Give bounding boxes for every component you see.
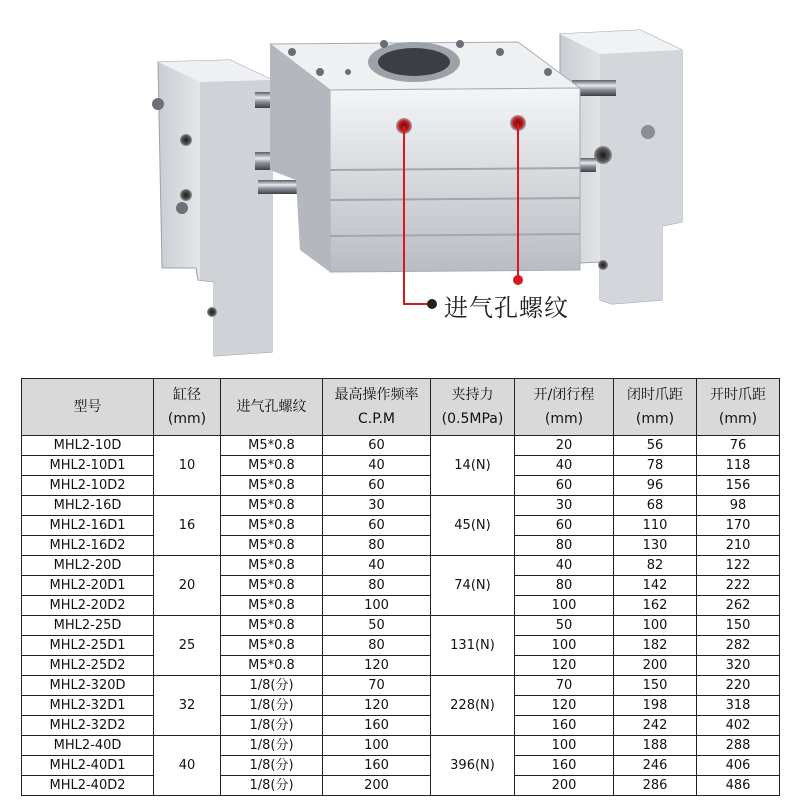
model-cell: MHL2-16D2: [22, 536, 154, 556]
frequency-cell: 40: [323, 456, 431, 476]
stroke-cell: 120: [515, 656, 614, 676]
stroke-cell: 160: [515, 756, 614, 776]
open-distance-cell: 222: [697, 576, 780, 596]
thread-cell: M5*0.8: [221, 516, 323, 536]
stroke-cell: 60: [515, 516, 614, 536]
model-cell: MHL2-40D2: [22, 776, 154, 796]
frequency-cell: 40: [323, 556, 431, 576]
open-distance-cell: 320: [697, 656, 780, 676]
bore-cell: 40: [154, 736, 221, 796]
thread-cell: 1/8(分): [221, 736, 323, 756]
frequency-cell: 160: [323, 756, 431, 776]
table-row: [22, 556, 780, 576]
open-distance-cell: 122: [697, 556, 780, 576]
thread-cell: 1/8(分): [221, 676, 323, 696]
force-cell: 228(N): [431, 676, 515, 736]
frequency-cell: 80: [323, 536, 431, 556]
frequency-cell: 60: [323, 476, 431, 496]
left-jaw: [152, 60, 272, 356]
stroke-cell: 100: [515, 596, 614, 616]
open-distance-cell: 220: [697, 676, 780, 696]
bore-cell: 32: [154, 676, 221, 736]
stroke-cell: 160: [515, 716, 614, 736]
header-stroke: 开/闭行程 (mm): [515, 379, 614, 436]
frequency-cell: 70: [323, 676, 431, 696]
closed-distance-cell: 56: [614, 436, 697, 456]
closed-distance-cell: 200: [614, 656, 697, 676]
frequency-cell: 80: [323, 636, 431, 656]
open-distance-cell: 486: [697, 776, 780, 796]
open-distance-cell: 76: [697, 436, 780, 456]
thread-cell: M5*0.8: [221, 616, 323, 636]
table-row: [22, 436, 780, 456]
header-frequency: 最高操作频率 C.P.M: [323, 379, 431, 436]
air-port-thread-label: 进气孔螺纹: [444, 294, 569, 322]
stroke-cell: 40: [515, 556, 614, 576]
model-cell: MHL2-25D2: [22, 656, 154, 676]
bore-cell: 10: [154, 436, 221, 496]
model-cell: MHL2-20D2: [22, 596, 154, 616]
thread-cell: 1/8(分): [221, 716, 323, 736]
force-cell: 74(N): [431, 556, 515, 616]
stroke-cell: 80: [515, 536, 614, 556]
closed-distance-cell: 162: [614, 596, 697, 616]
thread-cell: M5*0.8: [221, 596, 323, 616]
open-distance-cell: 282: [697, 636, 780, 656]
header-model: 型号: [22, 379, 154, 436]
frequency-cell: 120: [323, 696, 431, 716]
force-cell: 396(N): [431, 736, 515, 796]
open-distance-cell: 118: [697, 456, 780, 476]
thread-cell: M5*0.8: [221, 456, 323, 476]
model-cell: MHL2-10D2: [22, 476, 154, 496]
open-distance-cell: 156: [697, 476, 780, 496]
closed-distance-cell: 150: [614, 676, 697, 696]
stroke-cell: 70: [515, 676, 614, 696]
table-header-row: [22, 379, 780, 436]
open-distance-cell: 318: [697, 696, 780, 716]
model-cell: MHL2-32D1: [22, 696, 154, 716]
table-row: [22, 516, 780, 536]
stroke-cell: 120: [515, 696, 614, 716]
thread-cell: M5*0.8: [221, 556, 323, 576]
model-cell: MHL2-16D: [22, 496, 154, 516]
model-cell: MHL2-10D: [22, 436, 154, 456]
thread-cell: M5*0.8: [221, 636, 323, 656]
frequency-cell: 60: [323, 436, 431, 456]
closed-distance-cell: 130: [614, 536, 697, 556]
stroke-cell: 100: [515, 636, 614, 656]
spec-table: [21, 378, 780, 796]
open-distance-cell: 262: [697, 596, 780, 616]
open-distance-cell: 406: [697, 756, 780, 776]
closed-distance-cell: 78: [614, 456, 697, 476]
table-row: [22, 576, 780, 596]
stroke-cell: 40: [515, 456, 614, 476]
open-distance-cell: 98: [697, 496, 780, 516]
thread-cell: M5*0.8: [221, 436, 323, 456]
table-row: [22, 596, 780, 616]
frequency-cell: 80: [323, 576, 431, 596]
bore-cell: 16: [154, 496, 221, 556]
frequency-cell: 200: [323, 776, 431, 796]
table-row: [22, 696, 780, 716]
table-row: [22, 476, 780, 496]
model-cell: MHL2-25D1: [22, 636, 154, 656]
frequency-cell: 100: [323, 596, 431, 616]
thread-cell: M5*0.8: [221, 576, 323, 596]
stroke-cell: 60: [515, 476, 614, 496]
frequency-cell: 30: [323, 496, 431, 516]
table-row: [22, 776, 780, 796]
table-row: [22, 736, 780, 756]
frequency-cell: 60: [323, 516, 431, 536]
bore-cell: 25: [154, 616, 221, 676]
model-cell: MHL2-40D: [22, 736, 154, 756]
thread-cell: M5*0.8: [221, 496, 323, 516]
frequency-cell: 100: [323, 736, 431, 756]
header-thread: 进气孔螺纹: [221, 379, 323, 436]
force-cell: 14(N): [431, 436, 515, 496]
open-distance-cell: 210: [697, 536, 780, 556]
force-cell: 45(N): [431, 496, 515, 556]
closed-distance-cell: 96: [614, 476, 697, 496]
product-illustration: [0, 0, 800, 378]
model-cell: MHL2-32D2: [22, 716, 154, 736]
open-distance-cell: 402: [697, 716, 780, 736]
model-cell: MHL2-20D: [22, 556, 154, 576]
closed-distance-cell: 242: [614, 716, 697, 736]
closed-distance-cell: 246: [614, 756, 697, 776]
force-cell: 131(N): [431, 616, 515, 676]
thread-cell: M5*0.8: [221, 476, 323, 496]
table-row: [22, 676, 780, 696]
closed-distance-cell: 142: [614, 576, 697, 596]
closed-distance-cell: 198: [614, 696, 697, 716]
thread-cell: 1/8(分): [221, 756, 323, 776]
thread-cell: M5*0.8: [221, 656, 323, 676]
table-row: [22, 616, 780, 636]
closed-distance-cell: 68: [614, 496, 697, 516]
frequency-cell: 120: [323, 656, 431, 676]
frequency-cell: 50: [323, 616, 431, 636]
thread-cell: 1/8(分): [221, 696, 323, 716]
table-row: [22, 536, 780, 556]
stroke-cell: 100: [515, 736, 614, 756]
open-distance-cell: 288: [697, 736, 780, 756]
open-distance-cell: 150: [697, 616, 780, 636]
bore-cell: 20: [154, 556, 221, 616]
thread-cell: M5*0.8: [221, 536, 323, 556]
table-row: [22, 716, 780, 736]
stroke-cell: 20: [515, 436, 614, 456]
table-row: [22, 756, 780, 776]
table-row: [22, 456, 780, 476]
stroke-cell: 200: [515, 776, 614, 796]
model-cell: MHL2-10D1: [22, 456, 154, 476]
frequency-cell: 160: [323, 716, 431, 736]
cylinder-body: [270, 40, 580, 272]
model-cell: MHL2-320D: [22, 676, 154, 696]
header-bore: 缸径 (mm): [154, 379, 221, 436]
stroke-cell: 80: [515, 576, 614, 596]
closed-distance-cell: 82: [614, 556, 697, 576]
callout-dot: [427, 299, 437, 309]
model-cell: MHL2-16D1: [22, 516, 154, 536]
closed-distance-cell: 182: [614, 636, 697, 656]
header-open-distance: 开时爪距 (mm): [697, 379, 780, 436]
open-distance-cell: 170: [697, 516, 780, 536]
table-row: [22, 496, 780, 516]
model-cell: MHL2-40D1: [22, 756, 154, 776]
closed-distance-cell: 286: [614, 776, 697, 796]
header-force: 夹持力 (0.5MPa): [431, 379, 515, 436]
spec-table-body: [22, 436, 780, 796]
closed-distance-cell: 188: [614, 736, 697, 756]
table-row: [22, 656, 780, 676]
callout-dot: [513, 275, 523, 285]
header-closed-distance: 闭时爪距 (mm): [614, 379, 697, 436]
closed-distance-cell: 100: [614, 616, 697, 636]
model-cell: MHL2-20D1: [22, 576, 154, 596]
stroke-cell: 50: [515, 616, 614, 636]
thread-cell: 1/8(分): [221, 776, 323, 796]
closed-distance-cell: 110: [614, 516, 697, 536]
table-row: [22, 636, 780, 656]
stroke-cell: 30: [515, 496, 614, 516]
model-cell: MHL2-25D: [22, 616, 154, 636]
